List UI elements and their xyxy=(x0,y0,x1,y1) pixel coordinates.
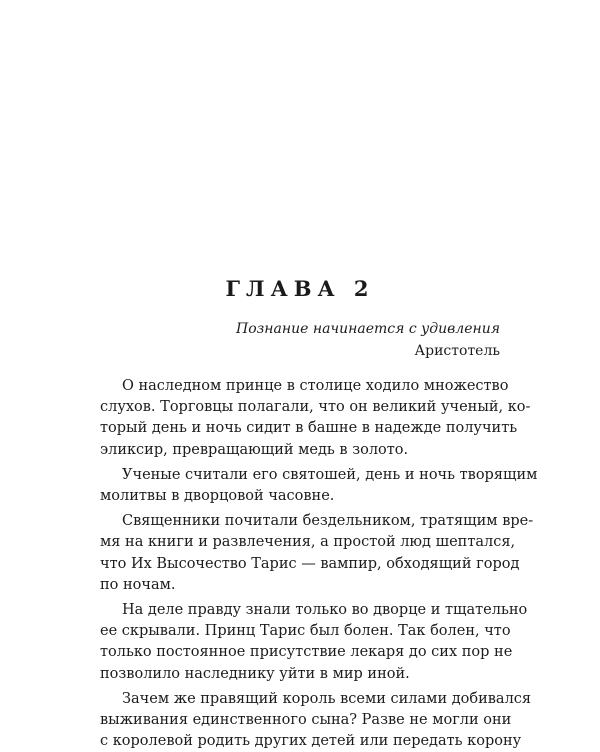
text-line: что Их Высочество Тарис — вампир, обходящий город xyxy=(100,555,520,572)
paragraph xyxy=(100,376,531,461)
epigraph xyxy=(236,318,500,362)
text-line: Ученые считали его святошей, день и ночь творящим xyxy=(122,466,538,483)
text-line: с королевой родить других детей или передать корону xyxy=(100,733,522,750)
text-line: Зачем же правящий король всеми силами добивался xyxy=(122,690,532,707)
paragraph xyxy=(100,689,532,752)
chapter-title: ГЛАВА 2 xyxy=(225,276,375,301)
paragraph xyxy=(100,465,538,507)
text-line: Священники почитали бездельником, тратящим вре- xyxy=(122,513,534,530)
text-line: слухов. Торговцы полагали, что он великий ученый, ко- xyxy=(100,399,531,416)
text-line: На деле правду знали только во дворце и тщательно xyxy=(122,602,528,619)
paragraph xyxy=(100,600,528,685)
text-line: торый день и ночь сидит в башне в надежде получить xyxy=(100,420,518,437)
epigraph-author: Аристотель xyxy=(414,343,500,359)
text-line: только постоянное присутствие лекаря до сих пор не xyxy=(100,644,513,661)
text-line: мя на книги и развлечения, а простой люд шептался, xyxy=(100,534,516,551)
text-line: позволило наследнику уйти в мир иной. xyxy=(100,665,410,682)
text-line: О наследном принце в столице ходило множество xyxy=(122,378,509,394)
epigraph-quote: Познание начинается с удивления xyxy=(236,321,500,337)
text-line: эликсир, превращающий медь в золото. xyxy=(100,441,409,458)
text-line: ее скрывали. Принц Тарис был болен. Так болен, что xyxy=(100,623,511,640)
text-line: по ночам. xyxy=(100,576,176,593)
text-line: молитвы в дворцовой часовне. xyxy=(100,488,335,505)
paragraph xyxy=(100,511,534,596)
chapter-body xyxy=(100,376,538,752)
text-line: выживания единственного сына? Разве не могли они xyxy=(100,712,512,729)
